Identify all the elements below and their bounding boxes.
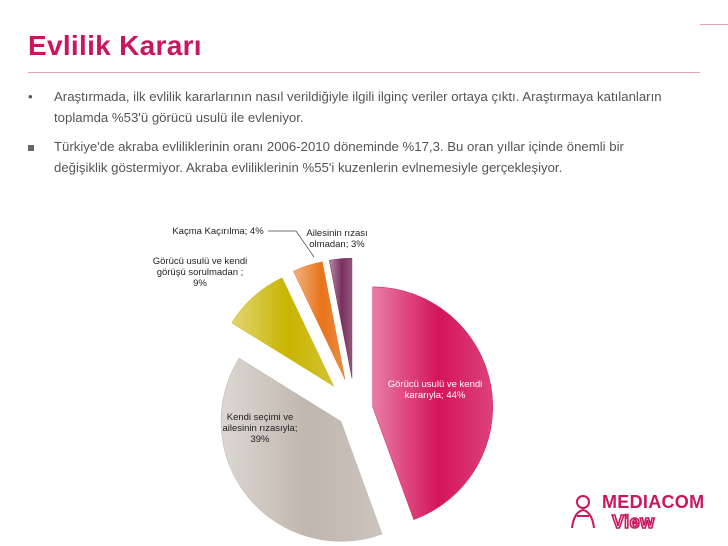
mediacom-logo	[568, 488, 718, 538]
logo-subtitle: View	[612, 512, 655, 532]
slide-title: Evlilik Kararı	[28, 30, 202, 61]
pie-slice-label: Kendi seçimi ve ailesinin rızasıyla; 39%	[222, 412, 298, 445]
pie-slice-label: Görücü usulü ve kendi kararıyla; 44%	[387, 379, 483, 401]
pie-slice	[373, 287, 493, 520]
bullet-text: Türkiye'de akraba evliliklerinin oranı 2006-2010 döneminde %17,3. Bu oran yıllar içinde önemli bir değişiklik göstermiyor. Akraba evliliklerinin %55'i kuzenlerin evlnemesiyle gerçekleşiyor.	[54, 139, 624, 175]
logo-wordmark: MEDIACOM	[602, 492, 705, 512]
pie-slice-label: Kaçma Kaçırılma; 4%	[172, 226, 264, 237]
logo-figure-icon	[568, 494, 598, 530]
pie-slice-label: Görücü usulü ve kendi görüşü sorulmadan ; 9%	[152, 256, 248, 289]
pie-slice-label: Ailesinin rızası olmadan; 3%	[306, 228, 368, 250]
bullet-marker: •	[28, 89, 33, 104]
pie-slice	[221, 358, 382, 541]
bullet-text: Araştırmada, ilk evlilik kararlarının nasıl verildiğiyle ilgili ilginç veriler ortaya çıktı. Araştırmaya katılanların toplamda %53'ü görücü usulü ile evleniyor.	[54, 89, 662, 125]
